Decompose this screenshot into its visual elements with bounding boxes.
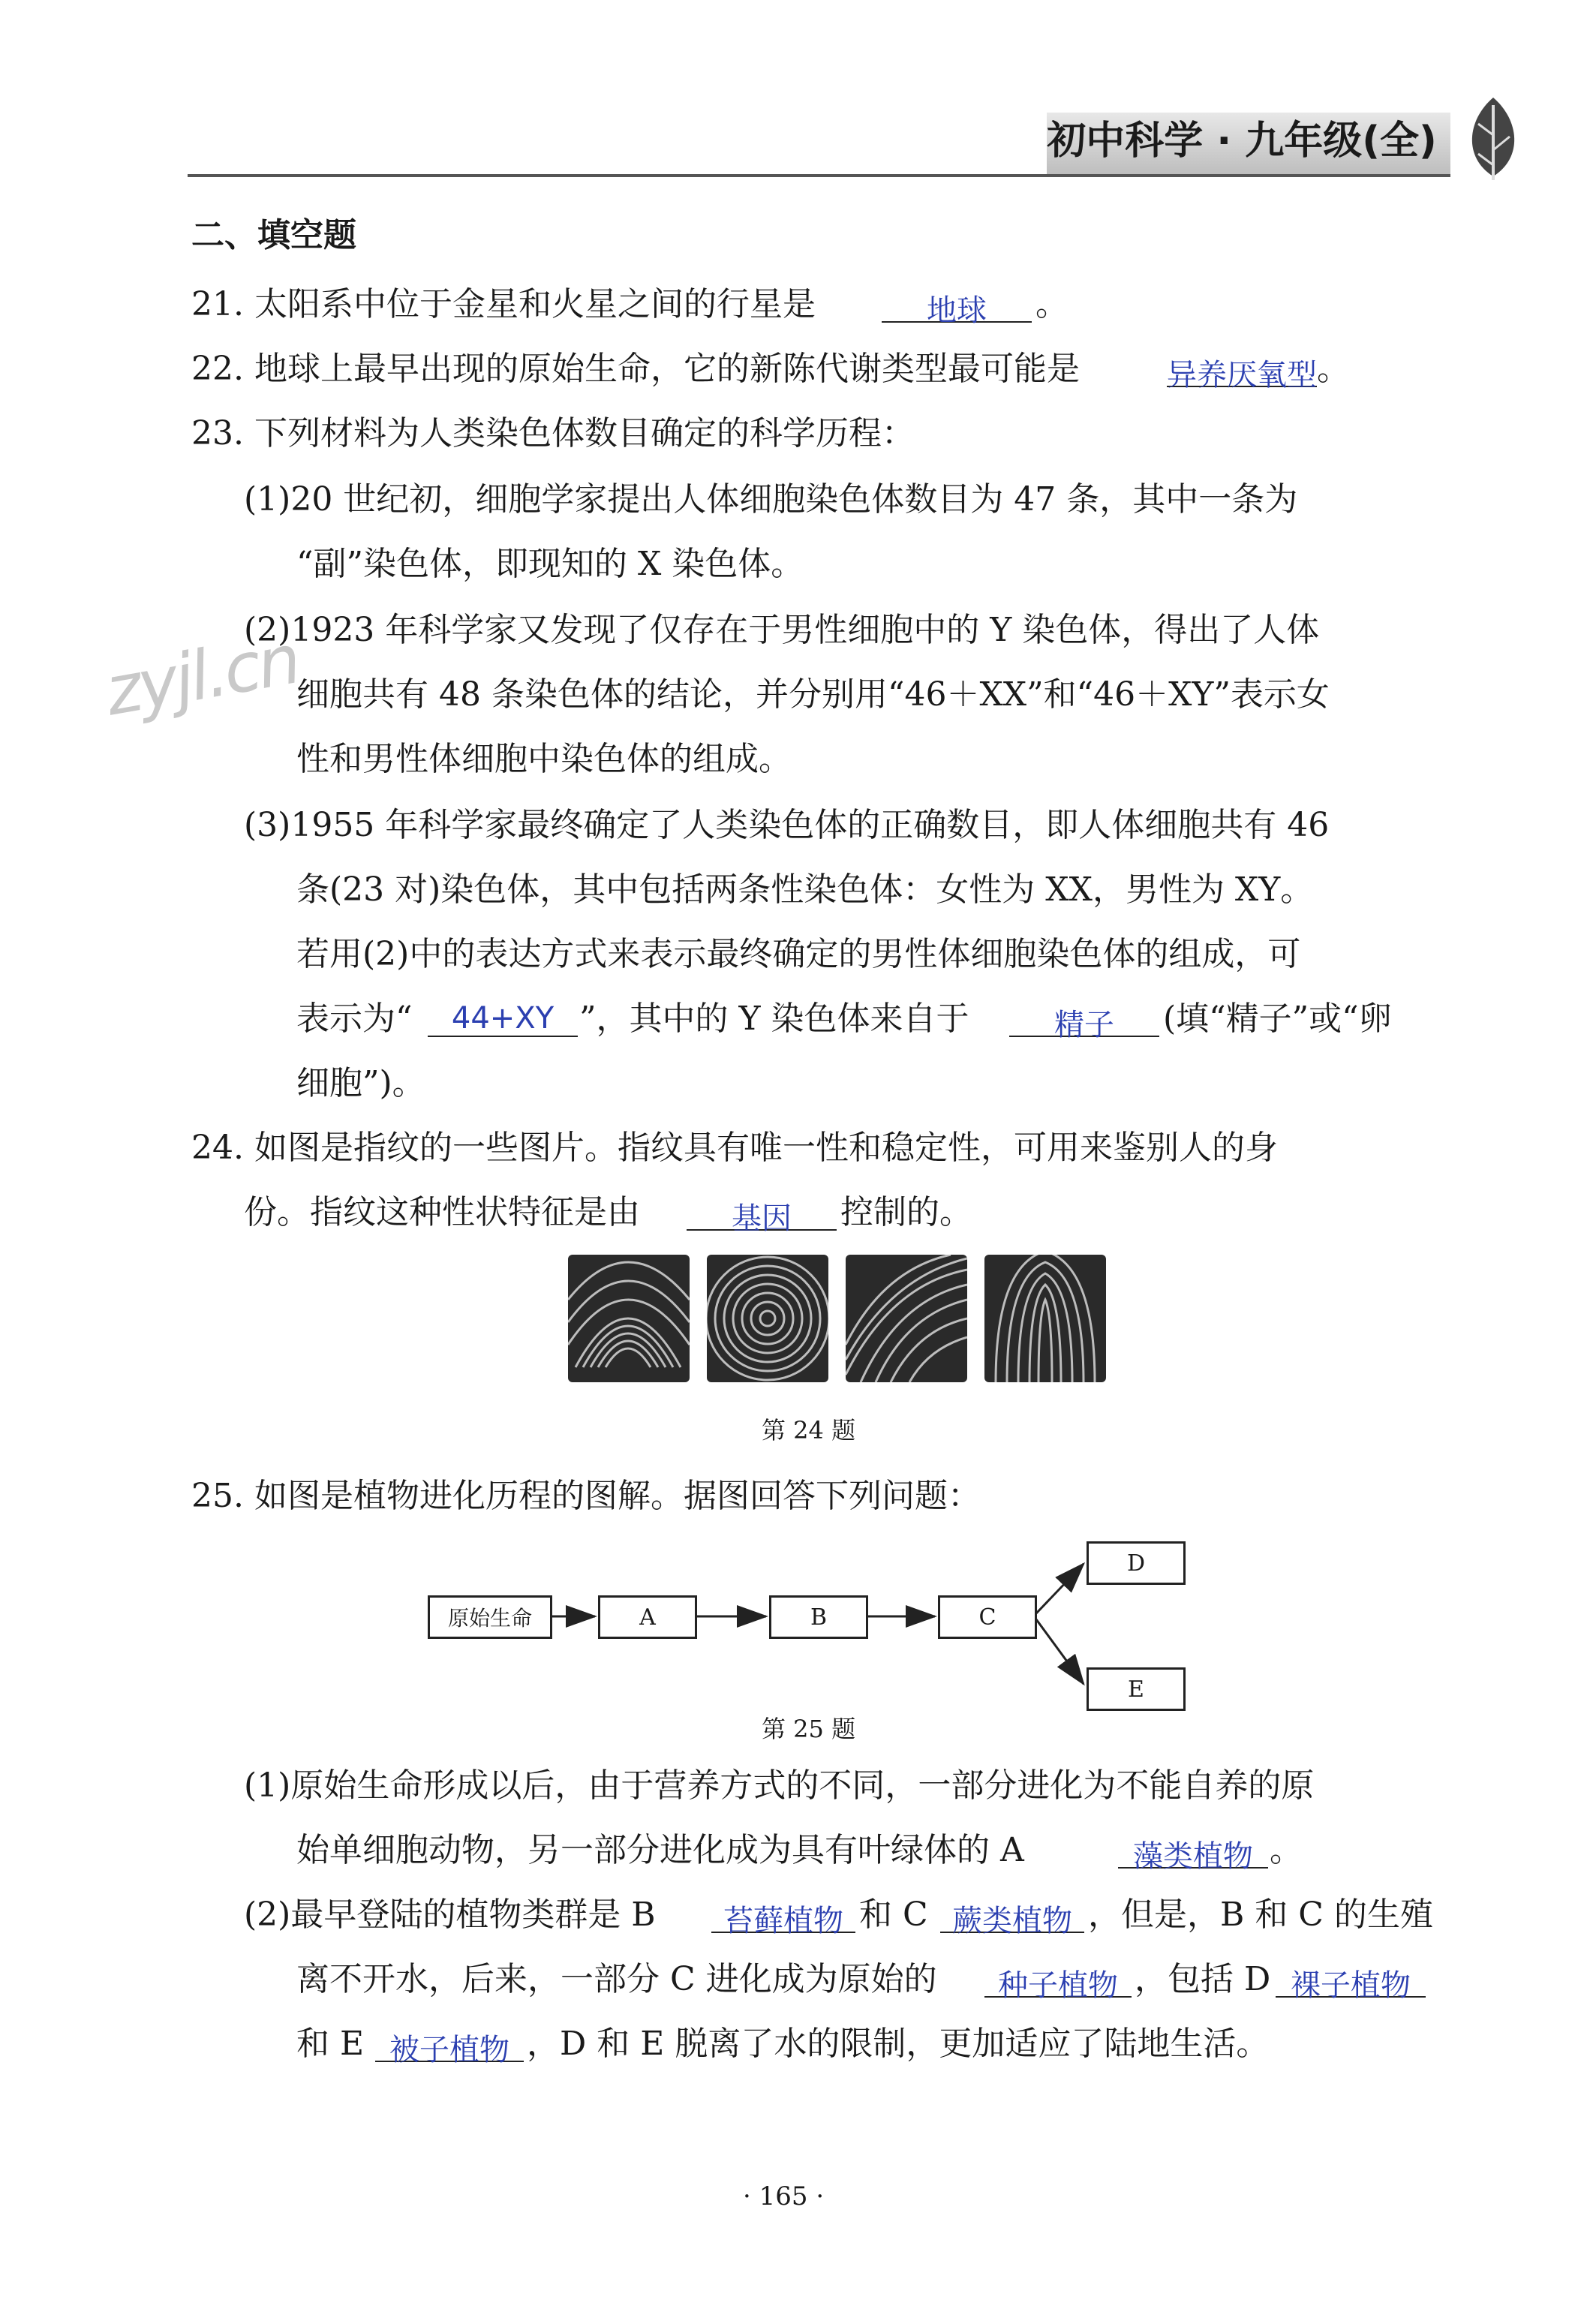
q22-answer: 异养厌氧型: [1167, 358, 1317, 392]
q25-answer-b-blank[interactable]: [711, 1896, 855, 1938]
q25-p1-line2: 始单细胞动物，另一部分进化成为具有叶绿体的 A: [296, 1831, 1024, 1869]
q25-p1-line1: (1)原始生命形成以后，由于营养方式的不同，一部分进化为不能自养的原: [244, 1766, 1315, 1805]
q21-end: 。: [1035, 285, 1069, 323]
q24-caption: 第 24 题: [762, 1416, 856, 1445]
q23-answer1: 44+XY: [451, 1001, 555, 1036]
q21-answer: 地球: [927, 293, 987, 328]
q23-p1-line2: “副”染色体，即现知的 X 染色体。: [296, 545, 804, 583]
q23-p3-line1: (3)1955 年科学家最终确定了人类染色体的正确数目，即人体细胞共有 46: [244, 806, 1330, 844]
q24-line2-b: 控制的。: [840, 1193, 972, 1231]
diagram-box-a: A: [598, 1595, 697, 1639]
q25-p1-end: 。: [1270, 1831, 1303, 1869]
q25-answer-seed-blank[interactable]: [984, 1960, 1132, 2003]
q23-p3-line5: 细胞”)。: [296, 1064, 425, 1102]
page-number: · 165 ·: [743, 2181, 825, 2211]
section-title: 二、填空题: [191, 216, 356, 254]
q23-p2-line2: 细胞共有 48 条染色体的结论，并分别用“46＋XX”和“46＋XY”表示女: [296, 675, 1330, 714]
q25-answer-d-blank[interactable]: [1276, 1960, 1426, 2003]
q25-answer-c: 蕨类植物: [952, 1904, 1072, 1938]
q24-line1: 24. 如图是指纹的一些图片。指纹具有唯一性和稳定性，可用来鉴别人的身: [191, 1129, 1278, 1167]
q25-p2-line2-a: 离不开水，后来，一部分 C 进化成为原始的: [296, 1960, 937, 1998]
q25-answer-e-blank[interactable]: [375, 2025, 524, 2067]
diagram-box-d: D: [1087, 1541, 1186, 1585]
q21-text: 21. 太阳系中位于金星和火星之间的行星是: [191, 285, 816, 323]
watermark: zyjl.cn: [99, 620, 304, 732]
q25-p2-line1-b: 和 C: [859, 1896, 928, 1934]
q23-p3-line3: 若用(2)中的表达方式来表示最终确定的男性体细胞染色体的组成，可: [296, 935, 1301, 973]
q23-p3-line4-a: 表示为“: [296, 1000, 413, 1038]
q22-text: 22. 地球上最早出现的原始生命，它的新陈代谢类型最可能是: [191, 350, 1080, 388]
q23-title: 23. 下列材料为人类染色体数目确定的科学历程：: [191, 414, 915, 452]
q24-line2-a: 份。指纹这种性状特征是由: [244, 1193, 640, 1231]
q23-p3-line2: 条(23 对)染色体，其中包括两条性染色体：女性为 XX，男性为 XY。: [296, 870, 1314, 909]
q25-p2-line3-b: ，D 和 E 脱离了水的限制，更加适应了陆地生活。: [527, 2025, 1270, 2063]
q25-p1-answer-blank[interactable]: [1118, 1831, 1268, 1874]
q23-p2-line3: 性和男性体细胞中染色体的组成。: [296, 740, 792, 778]
q23-p1-line1: (1)20 世纪初，细胞学家提出人体细胞染色体数目为 47 条，其中一条为: [244, 480, 1298, 519]
diagram-box-b: B: [769, 1595, 868, 1639]
q25-answer-seed: 种子植物: [998, 1968, 1118, 2003]
q25-answer-b: 苔藓植物: [723, 1904, 843, 1938]
header-title: 初中科学 · 九年级(全): [1047, 119, 1437, 164]
diagram-box-c: C: [938, 1595, 1037, 1639]
q24-answer: 基因: [732, 1201, 792, 1236]
q25-answer-c-blank[interactable]: [940, 1896, 1084, 1938]
q25-p2-line1-c: ，但是，B 和 C 的生殖: [1088, 1896, 1433, 1934]
q23-answer2: 精子: [1054, 1008, 1114, 1042]
q25-title: 25. 如图是植物进化历程的图解。据图回答下列问题：: [191, 1477, 981, 1515]
q25-p2-line2-b: ，包括 D: [1135, 1960, 1271, 1998]
diagram-box-start: 原始生命: [428, 1595, 552, 1639]
q25-p1-answer: 藻类植物: [1133, 1839, 1253, 1874]
q23-p2-line1: (2)1923 年科学家又发现了仅存在于男性细胞中的 Y 染色体，得出了人体: [244, 611, 1320, 649]
diagram-box-e: E: [1087, 1667, 1186, 1711]
q25-caption: 第 25 题: [762, 1715, 856, 1743]
q25-answer-e: 被子植物: [389, 2033, 509, 2067]
q22-end: 。: [1317, 350, 1350, 388]
q25-p2-line1-a: (2)最早登陆的植物类群是 B: [244, 1896, 656, 1934]
q25-answer-d: 裸子植物: [1291, 1968, 1411, 2003]
q23-p3-line4-c: (填“精子”或“卵: [1163, 1000, 1392, 1038]
q25-p2-line3-a: 和 E: [296, 2025, 365, 2063]
q23-p3-line4-b: ”，其中的 Y 染色体来自于: [579, 1000, 969, 1038]
